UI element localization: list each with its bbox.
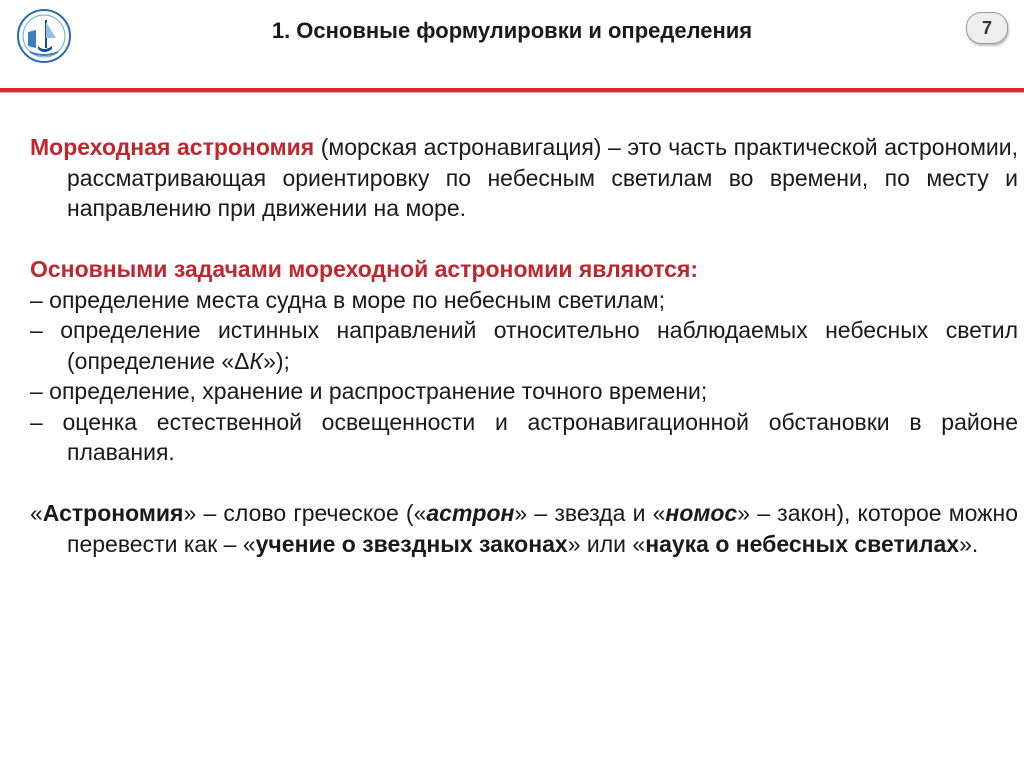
- etym-meaning: учение о звездных законах: [255, 530, 568, 557]
- task-item-k: К: [249, 347, 264, 374]
- page-number-badge: 7: [966, 12, 1008, 44]
- header-divider: [0, 88, 1024, 93]
- etym-text: » – слово греческое («: [183, 500, 427, 526]
- task-item: – определение, хранение и распространение точного времени;: [30, 378, 708, 404]
- page-title: 1. Основные формулировки и определения: [271, 18, 753, 43]
- etym-word: Астрономия: [42, 500, 184, 526]
- etym-text: ».: [959, 530, 979, 557]
- etym-text: » или «: [567, 530, 646, 557]
- etym-nomos: номос: [665, 500, 738, 526]
- etymology-paragraph: [30, 498, 1018, 559]
- task-item-text-end: »);: [263, 347, 290, 374]
- tasks-heading-text: Основными задачами мореходной астрономии являются:: [30, 256, 699, 282]
- definition-term: Мореходная астрономия: [30, 134, 315, 160]
- definition-paragraph: [30, 132, 1018, 224]
- etym-text: » – звезда и «: [514, 500, 666, 526]
- task-item: [30, 315, 1018, 376]
- etym-text: » – закон), которое можно перевести как – «: [67, 500, 1019, 557]
- etym-astron: астрон: [426, 500, 515, 526]
- tasks-heading: [30, 254, 1018, 285]
- task-item: – определение места судна в море по небесным светилам;: [30, 286, 665, 313]
- spacer: [30, 468, 1018, 499]
- etym-text: «: [30, 500, 43, 526]
- task-item-text: – определение истинных направлений относительно наблюдаемых небесных светил (определение «Δ: [30, 317, 1018, 374]
- task-item: – оценка естественной освещенности и астронавигационной обстановки в районе плавания.: [30, 408, 1018, 465]
- slide-body: [30, 132, 1018, 559]
- definition-text: (морская астронавигация) – это часть практической астрономии, рассматривающая ориентировку по небесным светилам во времени, по месту и направлению при движении на море.: [67, 134, 1018, 221]
- etym-meaning: наука о небесных светилах: [645, 530, 960, 557]
- spacer: [30, 224, 1018, 255]
